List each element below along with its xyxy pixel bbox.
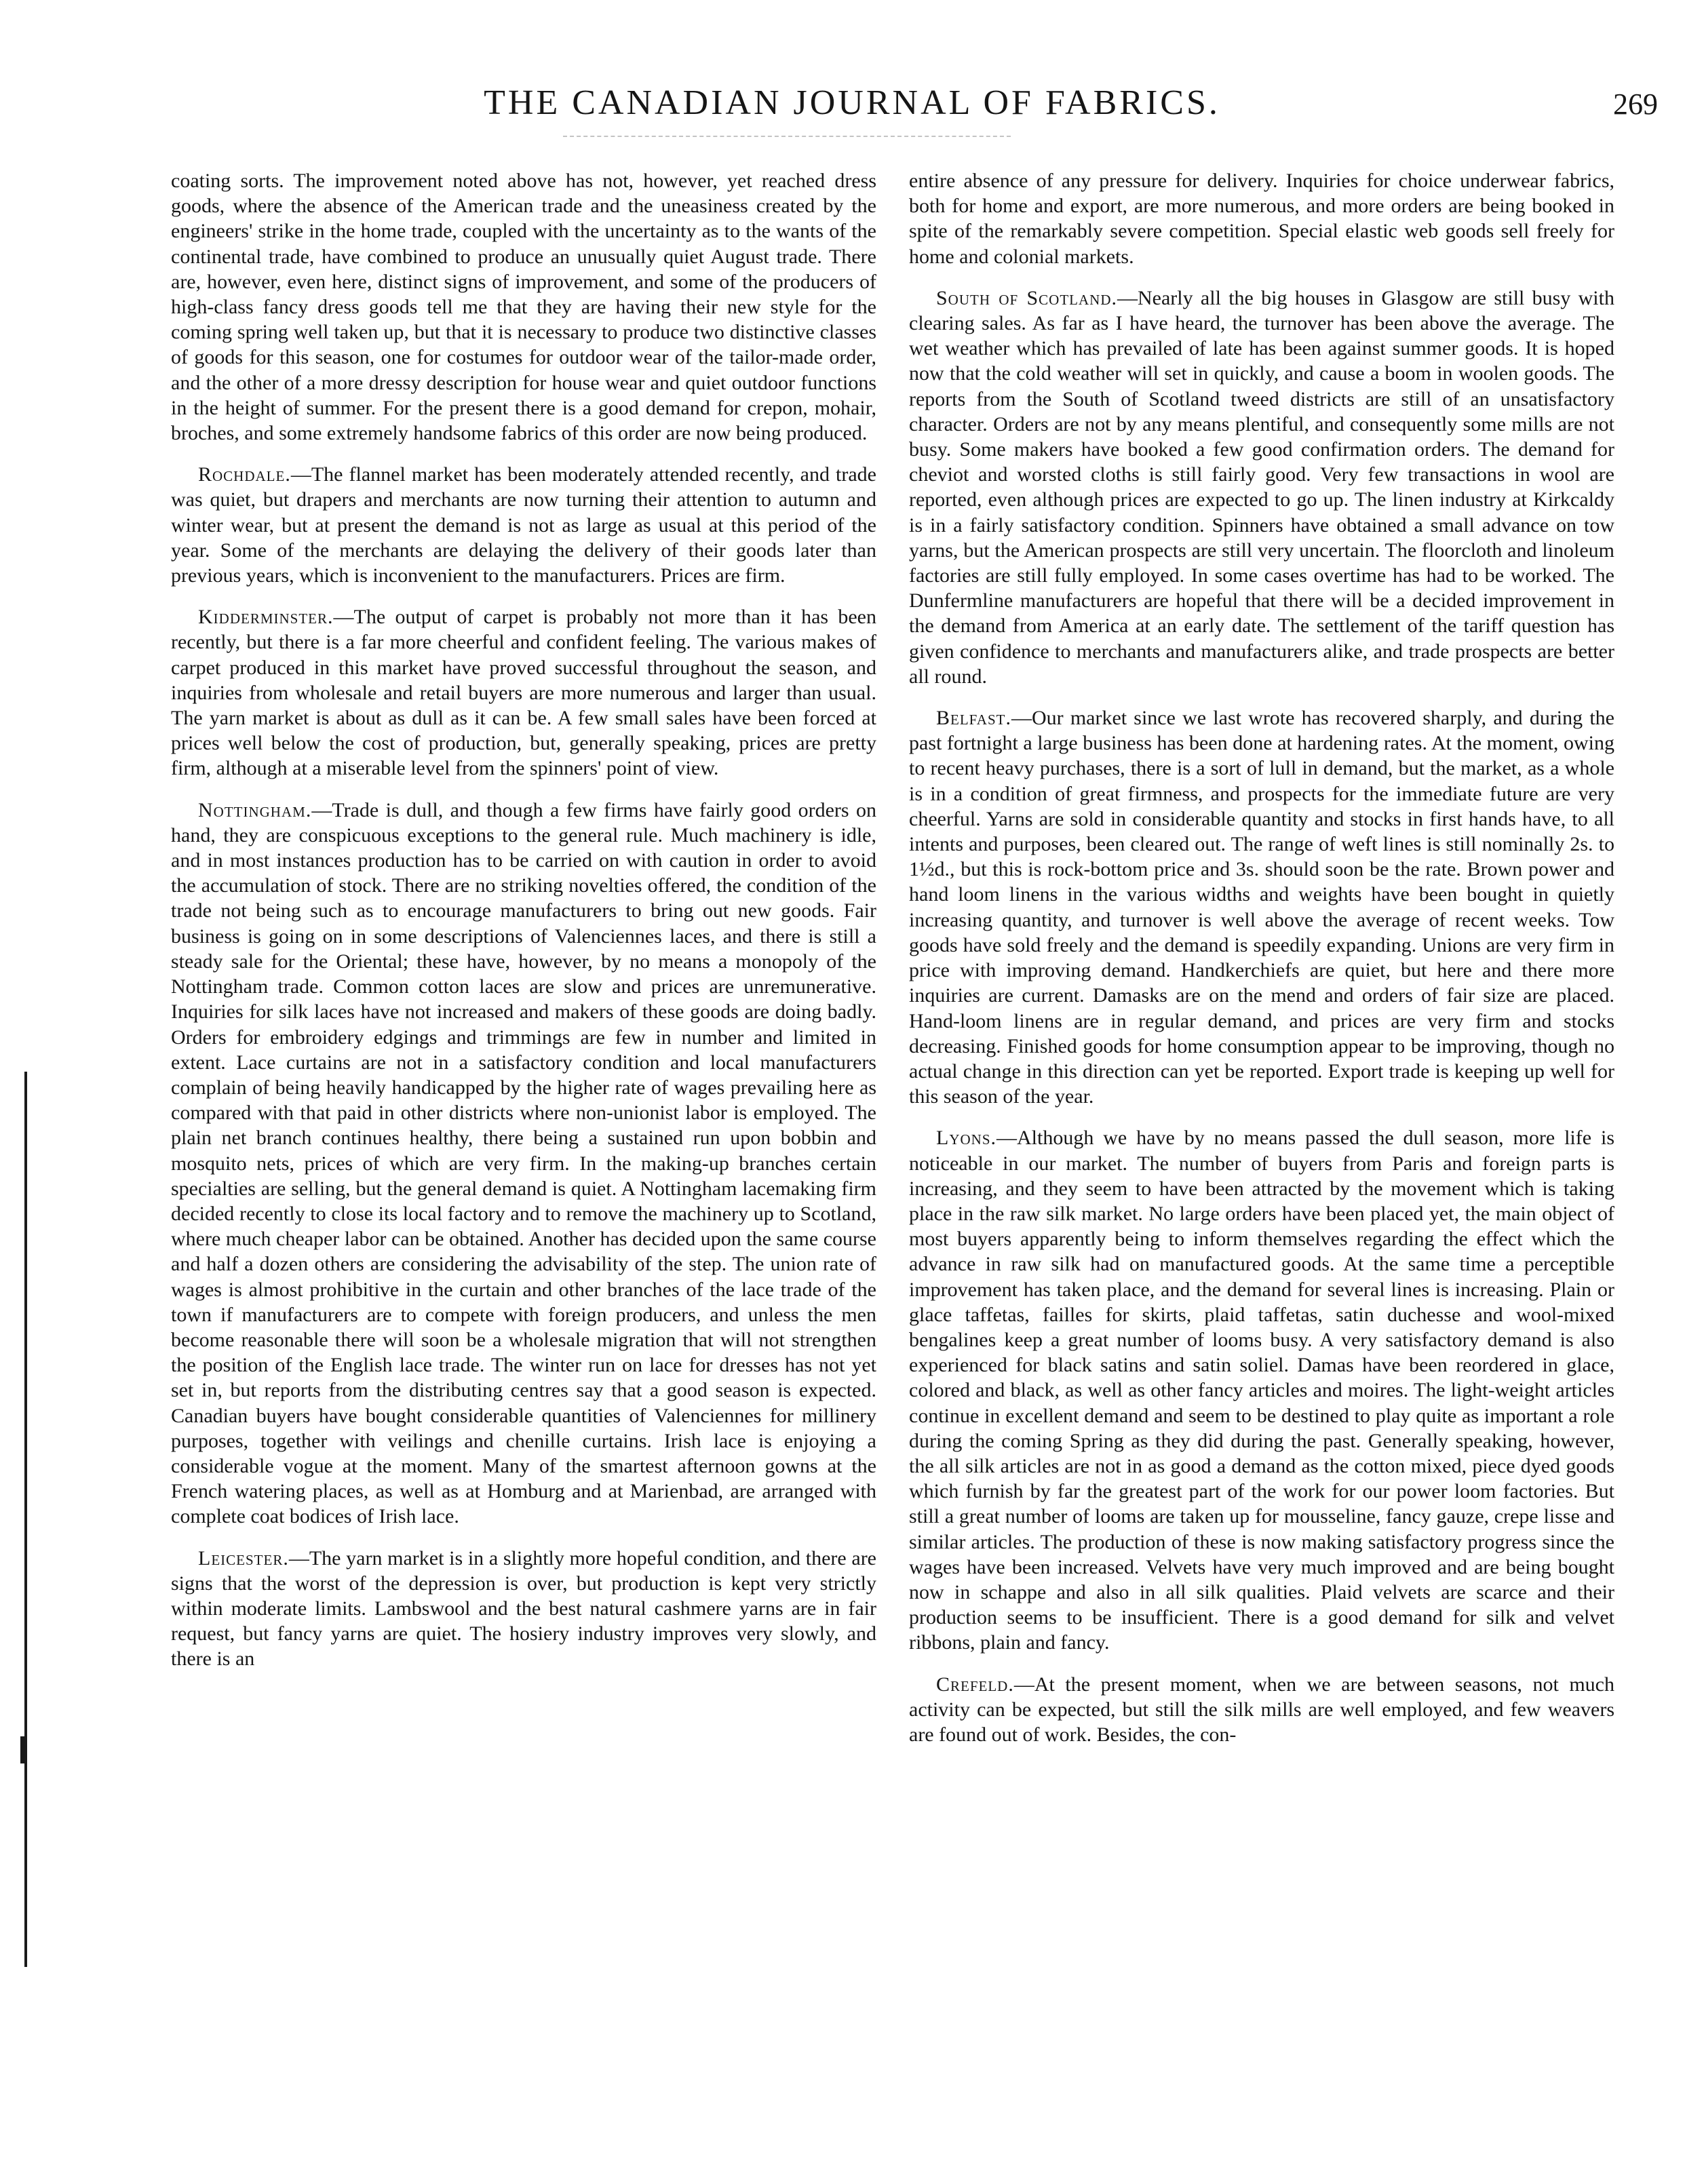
paragraph-south-of-scotland [909,286,1614,689]
place-heading-kidderminster: Kidderminster. [198,606,334,629]
paragraph-lyons [909,1125,1614,1655]
place-heading-belfast: Belfast. [936,707,1011,730]
margin-line-mark [24,1072,27,1967]
paragraph-leicester [171,1546,876,1672]
paragraph-crefeld [909,1672,1614,1748]
paragraph-body: —Trade is dull, and though a few firms have fairly good orders on hand, they are conspicuous exceptions to the general rule. Much machinery is idle, and in most instances production has to be carried on with caution in order to avoid the accumulation of stock. There are no striking novelties offered, the condition of the trade not being such as to encourage manufacturers to bring out new goods. Fair business is going on in some descriptions of Valenciennes laces, and there is still a steady sale for the Oriental; these have, however, by no means a monopoly of the Nottingham trade. Common cotton laces are slow and prices are unremunerative. Inquiries for silk laces have not increased and makers of these goods are doing badly. Orders for embroidery edgings and trimmings are few in number and limited in extent. Lace curtains are not in a satisfactory condition and local manufacturers complain of being heavily handicapped by the higher rate of wages prevailing here as compared with that paid in other districts where non-unionist labor is employed. The plain net branch continues healthy, there being a sustained run upon bobbin and mosquito nets, prices of which are very firm. In the making-up branches certain specialties are selling, but the general demand is quiet. A Nottingham lacemaking firm decided recently to close its local factory and to remove the machinery up to Scotland, where much cheaper labor can be obtained. Another has decided upon the same course and half a dozen others are considering the advisability of the step. The union rate of wages is almost prohibitive in the curtain and other branches of the lace trade of the town if manufacturers are to compete with foreign producers, and unless the men become reasonable there will soon be a wholesale migration that will not strengthen the position of the English lace trade. The winter run on lace for dresses has not yet set in, but reports from the distributing centres say that a good season is expected. Canadian buyers have bought considerable quantities of Valenciennes for millinery purposes, together with veilings and chenille curtains. Irish lace is enjoying a considerable vogue at the moment. Many of the smartest afternoon gowns at the French watering places, as well as at Homburg and at Marienbad, are arranged with complete coat bodices of Irish lace. [171,798,876,1528]
margin-tick-mark [20,1736,26,1763]
place-heading-crefeld: Crefeld. [936,1673,1014,1696]
header-rule [563,136,1011,141]
paragraph-continued: coating sorts. The improvement noted above has not, however, yet reached dress goods, where the absence of the American trade and the uneasiness created by the engineers' strike in the home trade, coupled with the uncertainty as to the wants of the continental trade, have combined to produce an unusually quiet August trade. There are, however, even here, distinct signs of improvement, and some of the producers of high-class fancy dress goods tell me that they are having their new style for the coming spring well taken up, but that it is necessary to produce two distinctive classes of goods for this season, one for costumes for outdoor wear of the tailor-made order, and the other of a more dressy description for house wear and quiet outdoor functions in the height of summer. For the present there is a good demand for crepon, mohair, broches, and some extremely handsome fabrics of this order are now being produced. [171,170,876,445]
paragraph-body: —Nearly all the big houses in Glasgow are still busy with clearing sales. As far as I have heard, the turnover has been above the average. The wet weather which has prevailed of late has been against summer goods. It is hoped now that the cold weather will set in quickly, and cause a boom in woolen goods. The reports from the South of Scotland tweed districts are still of an unsatisfactory character. Orders are not by any means plentiful, and consequently some mills are not busy. Some makers have booked a few good confirmation orders. The demand for cheviot and worsted cloths is still fairly good. Very few transactions in wool are reported, even although prices are expected to go up. The linen industry at Kirkcaldy is in a fairly satisfactory condition. Spinners have obtained a small advance on tow yarns, but the American prospects are still very uncertain. The floorcloth and linoleum factories are still fully employed. In some cases overtime has had to be worked. The Dunfermline manufacturers are hopeful that there will be a decided improvement in the demand from America at an early date. The settlement of the tariff question has given confidence to merchants and manufacturers alike, and trade prospects are better all round. [909,286,1614,688]
paragraph-body: —Our market since we last wrote has recovered sharply, and during the past fortnight a large business has been done at hardening rates. At the moment, owing to recent heavy purchases, there is a sort of lull in demand, but the market, as a whole is in a condition of great firmness, and prospects for the immediate future are very cheerful. Yarns are sold in considerable quantity and stocks in first hands have, to all intents and purposes, been cleared out. The range of weft lines is still nominally 2s. to 1½d., but this is rock-bottom price and 3s. should soon be the rate. Brown power and hand loom linens in the various widths and weights have been bought in quietly increasing quantity, and turnover is well above the average of recent weeks. Tow goods have sold freely and the demand is speedily expanding. Unions are very firm in price with improving demand. Handkerchiefs are quiet, but here and there more inquiries are current. Damasks are on the mend and orders of fair size are placed. Hand-loom linens are in regular demand, and prices are very firm and stocks decreasing. Finished goods for home consumption appear to be improving, though no actual change in this direction can yet be reported. Export trade is keeping up well for this season of the year. [909,707,1614,1108]
place-heading-nottingham: Nottingham. [198,798,312,821]
page-header [0,76,1704,130]
place-heading-south-of-scotland: South of Scotland. [936,286,1117,309]
place-heading-lyons: Lyons. [936,1127,997,1150]
page-number: 269 [1613,87,1658,121]
journal-title: THE CANADIAN JOURNAL OF FABRICS. [484,83,1220,122]
paragraph-body: —The yarn market is in a slightly more hopeful condition, and there are signs that the worst of the depression is over, but production is kept very strictly within moderate limits. Lambswool and the best natural cashmere yarns are in fair request, but fancy yarns are quiet. The hosiery industry improves very slowly, and there is an [171,1546,876,1671]
right-column [909,168,1614,1763]
paragraph-body: —Although we have by no means passed the dull season, more life is noticeable in our market. The number of buyers from Paris and foreign parts is increasing, and they seem to have been attracted by the movement which is taking place in the raw silk market. No large orders have been placed yet, the main object of most buyers apparently being to inform themselves regarding the effect which the advance in raw silk had on manufactured goods. At the same time a perceptible improvement has taken place, and the demand for several lines is increasing. Plain or glace taffetas, failles for skirts, plaid taffetas, satin duchesse and wool-mixed bengalines keep a great number of looms busy. A very satisfactory demand is also experienced for black satins and satin soliel. Damas have been reordered in glace, colored and black, as well as other fancy articles and moires. The light-weight articles continue in excellent demand and seem to be destined to play quite as important a role during the coming Spring as they did during the past. Generally speaking, however, the all silk articles are not in as good a demand as the cotton mixed, piece dyed goods which furnish by far the greatest part of the work for our power loom factories. But still a great number of looms are taken up for mousseline, fancy gauze, crepe lisse and similar articles. The production of these is now making satisfactory progress since the wages have been increased. Velvets have very much improved and are being bought now in schappe and also in all silk qualities. Plaid velvets are scarce and their production seems to be insufficient. There is a good demand for silk and velvet ribbons, plain and fancy. [909,1127,1614,1654]
place-heading-rochdale: Rochdale. [198,463,291,486]
place-heading-leicester: Leicester. [198,1546,289,1569]
paragraph-continued: entire absence of any pressure for delivery. Inquiries for choice underwear fabrics, both for home and export, are more numerous, and more orders are being booked in spite of the remarkably severe competition. Special elastic web goods sell freely for home and colonial markets. [909,170,1614,268]
paragraph-belfast [909,705,1614,1109]
paragraph-body: —The flannel market has been moderately attended recently, and trade was quiet, but drapers and merchants are now turning their attention to autumn and winter wear, but at present the demand is not as large as usual at this period of the year. Some of the merchants are delaying the delivery of their goods later than previous years, which is inconvenient to the manufacturers. Prices are firm. [171,463,876,587]
paragraph-kidderminster [171,604,876,781]
paragraph-body: —The output of carpet is probably not more than it has been recently, but there is a far more cheerful and confident feeling. The various makes of carpet produced in this market have proved successful throughout the season, and inquiries from wholesale and retail buyers are more numerous and larger than usual. The yarn market is about as dull as it can be. A few small sales have been forced at prices well below the cost of production, but, generally speaking, prices are pretty firm, although at a miserable level from the spinners' point of view. [171,606,876,780]
paragraph-rochdale [171,462,876,588]
left-column [171,168,876,1688]
paragraph-nottingham [171,798,876,1529]
paragraph-body: —At the present moment, when we are between seasons, not much activity can be expected, but still the silk mills are well employed, and few weavers are found out of work. Besides, the con- [909,1673,1614,1746]
